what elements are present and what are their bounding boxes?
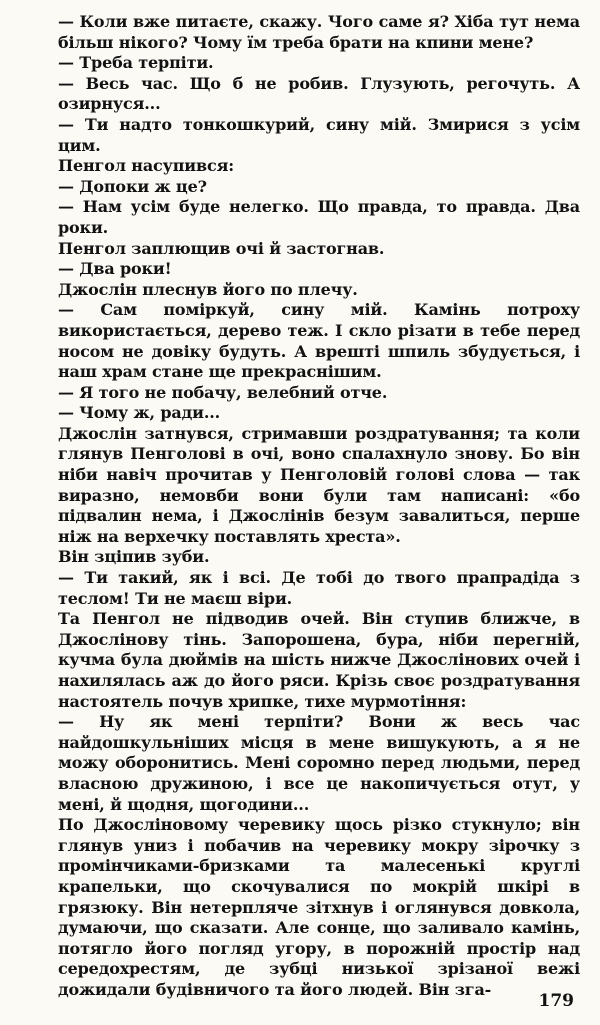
paragraph: Та Пенгол не підводив очей. Він ступив ближче, в Джослінову тінь. Запорошена, бура, ніби перегній, кучма була дюймів на шість нижче Джослінових очей і нахилялась аж до його ряси. Крізь своє роздратування настоятель почув хрипке, тихе мурмотіння:: [58, 609, 580, 711]
paragraph: — Треба терпіти.: [58, 53, 214, 73]
body-text: [58, 12, 580, 1001]
paragraph: Джослін затнувся, стримавши роздратування; та коли глянув Пенголові в очі, воно спалахнуло знову. Бо він ніби навіч прочитав у Пенголовій голові слова — так виразно, немовби вони були там написані: «бо підвалин нема, і Джослінів безум завалиться, перше ніж на верхечку поставлять хреста».: [58, 423, 580, 546]
paragraph: — Сам поміркуй, сину мій. Камінь потроху використається, дерево теж. І скло різати в тебе перед носом не довіку будуть. А врешті шпиль збудується, і наш храм стане ще прекраснішим.: [58, 300, 580, 382]
paragraph: — Ти надто тонкошкурий, сину мій. Змирися з усім цим.: [58, 114, 580, 155]
paragraph: — Я того не побачу, велебний отче.: [58, 382, 388, 402]
page-number: 179: [538, 991, 574, 1011]
paragraph: Джослін плеснув його по плечу.: [58, 279, 358, 299]
paragraph: Він зціпив зуби.: [58, 547, 210, 567]
paragraph: — Ти такий, як і всі. Де тобі до твого прапрадіда з теслом! Ти не маєш віри.: [58, 568, 580, 608]
paragraph: — Два роки!: [58, 259, 172, 279]
paragraph: — Весь час. Що б не робив. Глузують, регочуть. А озирнуся...: [58, 73, 580, 114]
paragraph: — Допоки ж це?: [58, 176, 207, 196]
paragraph: — Чому ж, ради...: [58, 403, 221, 423]
paragraph: По Джосліновому черевику щось різко стукнуло; він глянув униз і побачив на черевику мокру зірочку з промінчиками-бризками та малесенькі круглі крапельки, що скочувалися по мокрій шкірі в грязюку. Він нетерпляче зітхнув і оглянувся довкола, думаючи, що сказати. Але сонце, що заливало камінь, потягло його погляд угору, в порожній простір над середохрестям, де зубці низької зрізаної вежі дожидали будівничого та його людей. Він зга-: [58, 815, 580, 999]
paragraph: Пенгол заплющив очі й застогнав.: [58, 238, 385, 258]
paragraph: — Ну як мені терпіти? Вони ж весь час найдошкульніших місця в мене вишукують, а я не можу оборонитись. Мені соромно перед людьми, перед власною дружиною, і все це накопичується отут, у мені, й щодня, щогодини...: [58, 712, 580, 814]
paragraph: Пенгол насупився:: [58, 156, 235, 176]
paragraph: — Коли вже питаєте, скажу. Чого саме я? Хіба тут нема більш нікого? Чому їм треба брати на кпини мене?: [58, 12, 580, 52]
paragraph: — Нам усім буде нелегко. Що правда, то правда. Два роки.: [58, 197, 580, 237]
